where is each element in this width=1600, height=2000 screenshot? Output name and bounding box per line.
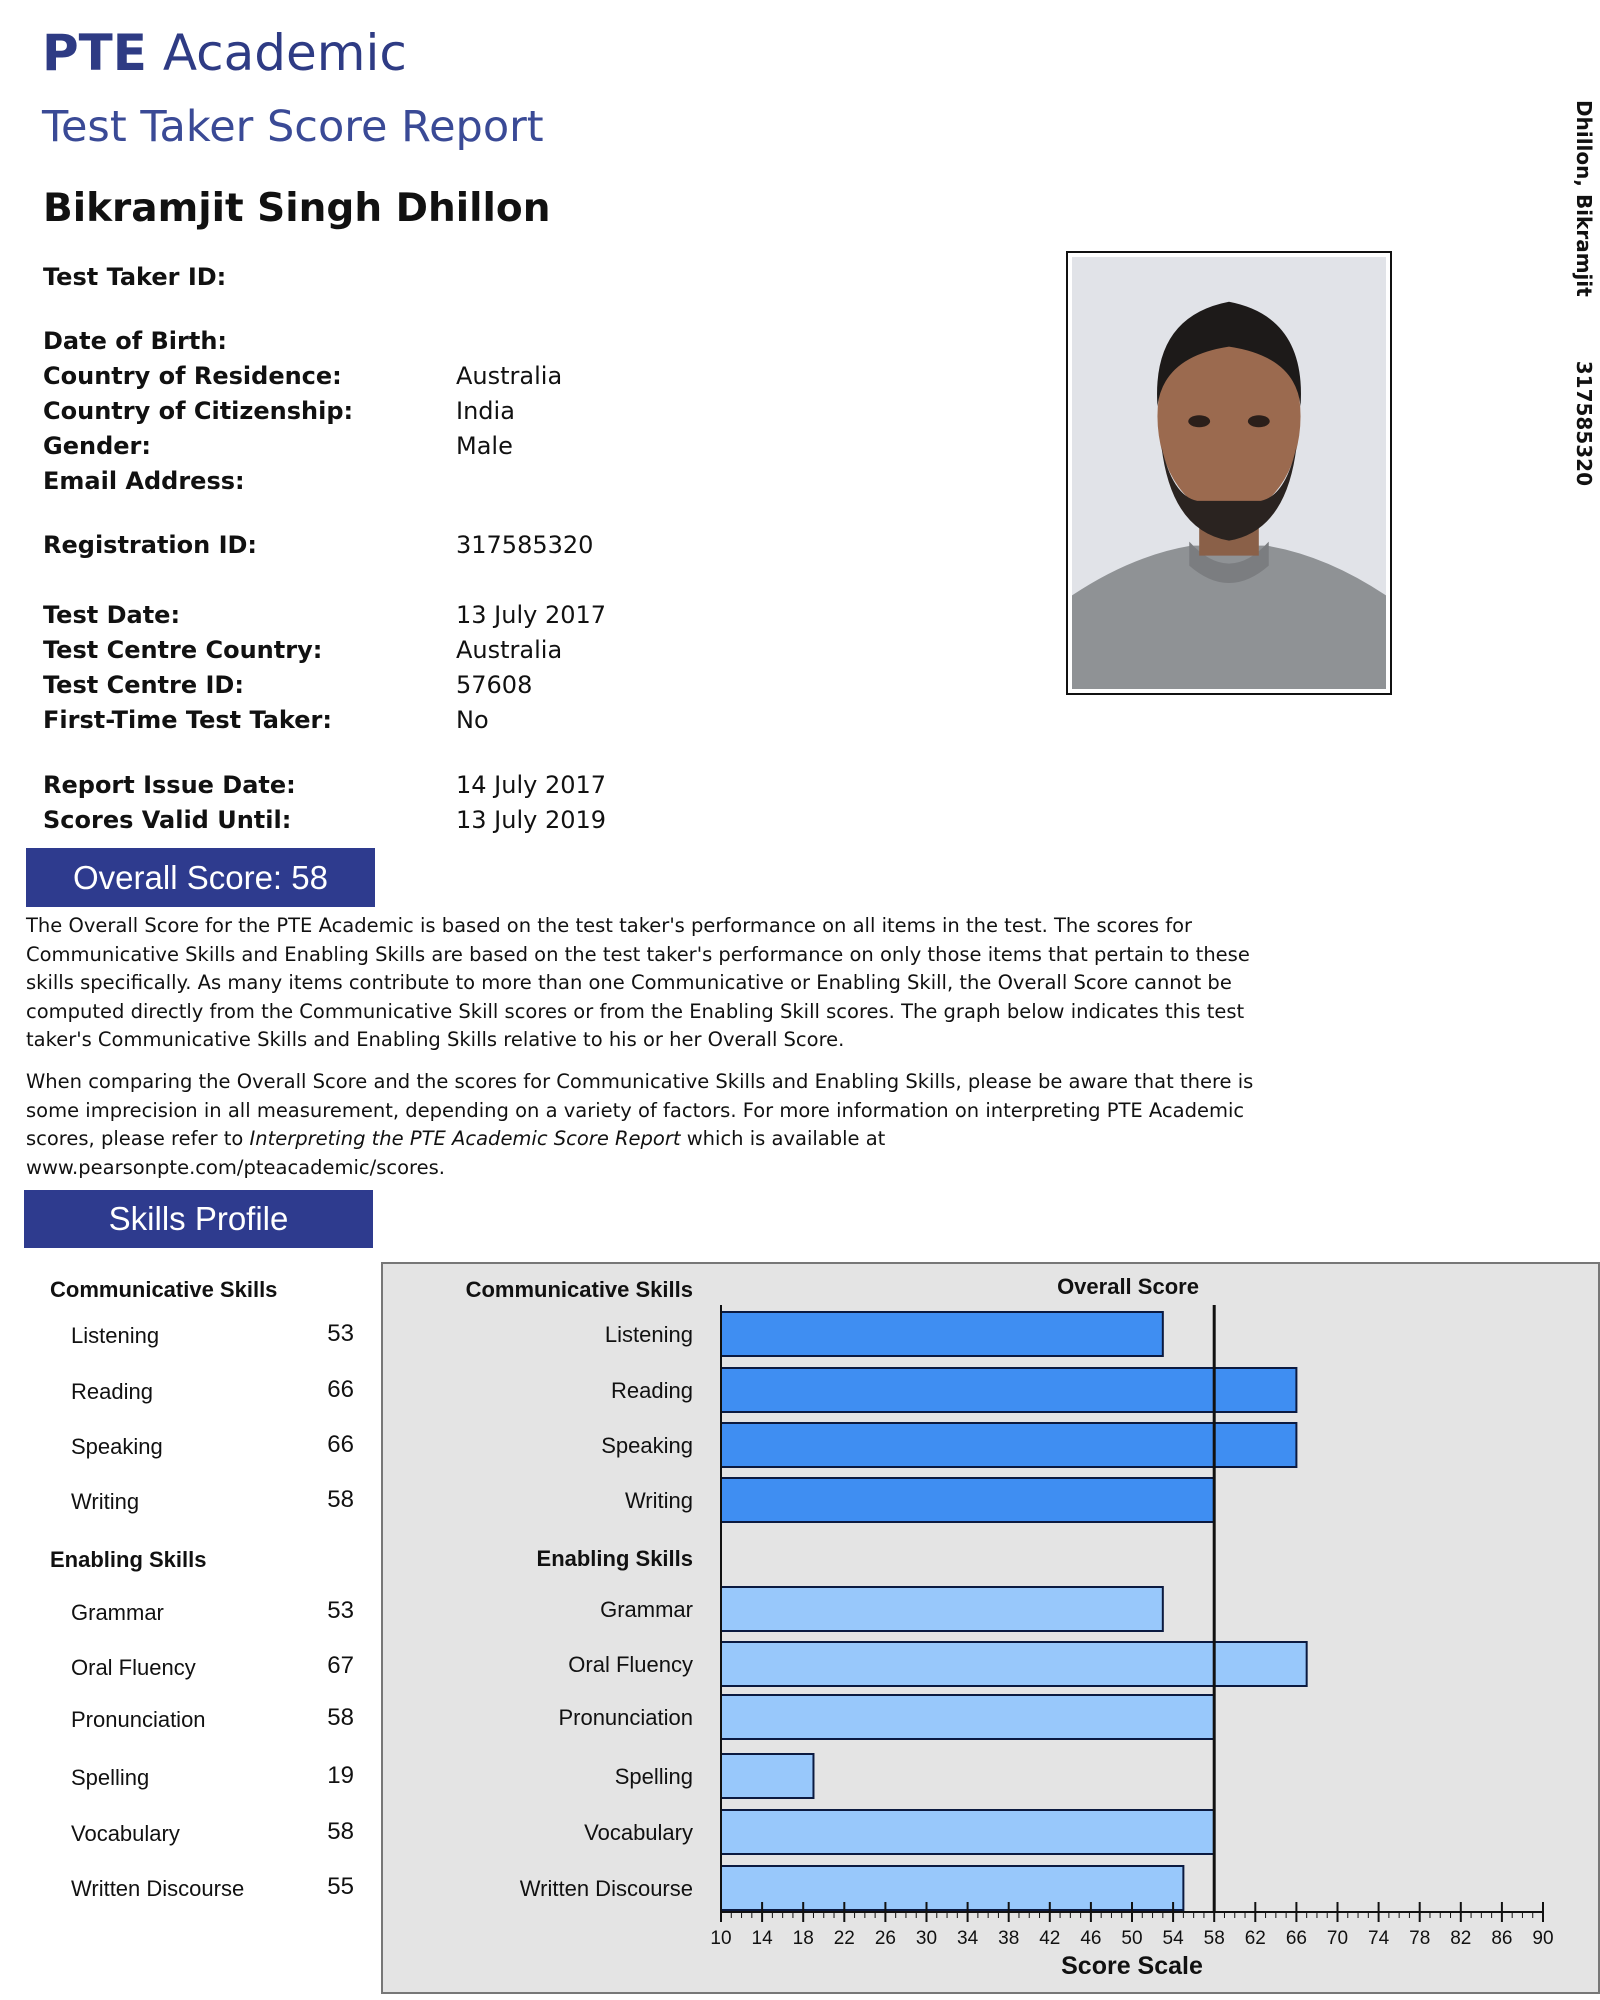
label-centre-country: Test Centre Country:	[43, 636, 323, 664]
chart-tick-label-38: 38	[998, 1928, 1020, 1949]
explanation-paragraph-1	[26, 912, 1256, 1055]
skill-name-listening: Listening	[71, 1323, 160, 1348]
skills-bar-chart	[383, 1264, 1598, 1992]
label-gender: Gender:	[43, 432, 151, 460]
skill-score-reading: 66	[327, 1376, 354, 1403]
explanation-paragraph-2	[26, 1068, 1256, 1182]
chart-bar-vocabulary	[721, 1810, 1214, 1854]
value-residence: Australia	[456, 362, 563, 390]
chart-category-label-reading: Reading	[611, 1378, 693, 1403]
chart-tick-label-86: 86	[1491, 1928, 1513, 1949]
chart-category-label-vocabulary: Vocabulary	[584, 1820, 693, 1845]
chart-tick-label-62: 62	[1244, 1928, 1266, 1949]
chart-group-heading-communicative-skills: Communicative Skills	[465, 1277, 693, 1302]
chart-tick-label-34: 34	[957, 1928, 979, 1949]
chart-tick-label-30: 30	[915, 1928, 938, 1949]
chart-tick-label-78: 78	[1409, 1928, 1431, 1949]
value-registration-id: 317585320	[456, 531, 594, 559]
skill-score-writing: 58	[327, 1486, 354, 1513]
value-test-date: 13 July 2017	[456, 601, 607, 629]
skill-name-vocabulary: Vocabulary	[71, 1821, 180, 1846]
chart-category-label-writing: Writing	[624, 1488, 693, 1513]
chart-bar-written-discourse	[721, 1866, 1183, 1910]
chart-bar-listening	[721, 1312, 1163, 1356]
chart-x-axis-title: Score Scale	[1061, 1952, 1203, 1980]
skill-name-pronunciation: Pronunciation	[71, 1707, 206, 1732]
label-test-date: Test Date:	[43, 601, 181, 629]
report-title: Test Taker Score Report	[42, 102, 544, 152]
value-centre-id: 57608	[456, 671, 533, 699]
chart-bar-writing	[721, 1478, 1214, 1522]
communicative-skills-heading: Communicative Skills	[50, 1277, 278, 1302]
side-id: 317585320	[1572, 360, 1596, 487]
skill-name-spelling: Spelling	[71, 1765, 150, 1790]
chart-tick-label-54: 54	[1162, 1928, 1184, 1949]
skill-score-vocabulary: 58	[327, 1818, 354, 1845]
chart-bar-reading	[721, 1368, 1296, 1412]
chart-overall-score-label: Overall Score	[1057, 1274, 1199, 1299]
value-gender: Male	[456, 432, 513, 460]
chart-category-label-speaking: Speaking	[601, 1433, 693, 1458]
overall-score-banner: Overall Score: 58	[26, 848, 375, 907]
skill-name-grammar: Grammar	[71, 1600, 164, 1625]
chart-tick-label-26: 26	[874, 1928, 896, 1949]
value-issue-date: 14 July 2017	[456, 771, 607, 799]
skill-name-written-discourse: Written Discourse	[71, 1876, 245, 1901]
chart-tick-label-90: 90	[1532, 1928, 1554, 1949]
brand-logo	[42, 24, 407, 82]
skill-name-speaking: Speaking	[71, 1434, 163, 1459]
chart-bar-speaking	[721, 1423, 1296, 1467]
paragraph-2-text	[26, 1068, 1256, 1182]
value-first-time: No	[456, 706, 489, 734]
skill-score-pronunciation: 58	[327, 1704, 354, 1731]
chart-bar-oral-fluency	[721, 1642, 1307, 1686]
chart-tick-label-10: 10	[710, 1928, 732, 1949]
brand-light: Academic	[162, 24, 407, 82]
test-taker-photo	[1066, 251, 1392, 695]
chart-bar-spelling	[721, 1754, 813, 1798]
label-dob: Date of Birth:	[43, 327, 228, 355]
skill-name-oral-fluency: Oral Fluency	[71, 1655, 196, 1680]
chart-category-label-pronunciation: Pronunciation	[558, 1705, 693, 1730]
chart-category-label-written-discourse: Written Discourse	[519, 1876, 693, 1901]
label-citizenship: Country of Citizenship:	[43, 397, 354, 425]
skill-score-spelling: 19	[327, 1762, 354, 1789]
label-email: Email Address:	[43, 467, 245, 495]
chart-tick-label-22: 22	[833, 1928, 855, 1949]
side-vertical-label	[1572, 100, 1596, 486]
paragraph-2-end: which is available at www.pearsonpte.com/pteacademic/scores.	[26, 1127, 886, 1179]
skill-name-writing: Writing	[71, 1489, 140, 1514]
value-valid-until: 13 July 2019	[456, 806, 607, 834]
photo-placeholder	[1072, 257, 1386, 689]
label-residence: Country of Residence:	[43, 362, 342, 390]
skill-score-written-discourse: 55	[327, 1873, 354, 1900]
chart-tick-label-58: 58	[1203, 1928, 1225, 1949]
chart-category-label-oral-fluency: Oral Fluency	[568, 1652, 693, 1677]
chart-tick-label-18: 18	[792, 1928, 814, 1949]
skill-score-speaking: 66	[327, 1431, 354, 1458]
chart-tick-label-74: 74	[1368, 1928, 1390, 1949]
chart-category-label-listening: Listening	[604, 1322, 693, 1347]
paragraph-2-start: When comparing the Overall Score and the scores for Communicative Skills and Enabling Skills, please be aware that there is some imprecision in all measurement, depending on a variety of factors. For more information on interpreting PTE Academic scores, please refer to	[26, 1070, 1254, 1150]
brand-bold: PTE	[42, 24, 147, 82]
skill-name-reading: Reading	[71, 1379, 153, 1404]
enabling-skills-heading: Enabling Skills	[50, 1547, 207, 1572]
paragraph-2-italic: Interpreting the PTE Academic Score Report	[249, 1127, 681, 1150]
label-valid-until: Scores Valid Until:	[43, 806, 292, 834]
chart-tick-label-66: 66	[1285, 1928, 1307, 1949]
skills-chart-panel	[381, 1262, 1600, 1994]
chart-tick-label-70: 70	[1326, 1928, 1349, 1949]
label-centre-id: Test Centre ID:	[43, 671, 244, 699]
value-centre-country: Australia	[456, 636, 563, 664]
label-test-taker-id: Test Taker ID:	[43, 263, 227, 291]
test-taker-name: Bikramjit Singh Dhillon	[43, 186, 551, 231]
label-first-time: First-Time Test Taker:	[43, 706, 332, 734]
chart-tick-label-82: 82	[1450, 1928, 1472, 1949]
chart-tick-label-42: 42	[1039, 1928, 1061, 1949]
chart-bar-grammar	[721, 1587, 1163, 1631]
value-citizenship: India	[456, 397, 515, 425]
skill-score-grammar: 53	[327, 1597, 354, 1624]
side-name: Dhillon, Bikramjit	[1572, 100, 1596, 297]
label-registration-id: Registration ID:	[43, 531, 258, 559]
chart-category-label-spelling: Spelling	[614, 1764, 693, 1789]
paragraph-1-text: The Overall Score for the PTE Academic is based on the test taker's performance on all items in the test. The scores for Communicative Skills and Enabling Skills are based on the test taker's performance on only those items that pertain to these skills specifically. As many items contribute to more than one Communicative or Enabling Skill, the Overall Score cannot be computed directly from the Communicative Skill scores or from the Enabling Skill scores. The graph below indicates this test taker's Communicative Skills and Enabling Skills relative to his or her Overall Score.	[26, 914, 1250, 1051]
chart-category-label-grammar: Grammar	[600, 1597, 693, 1622]
skill-score-listening: 53	[327, 1320, 354, 1347]
skill-score-oral-fluency: 67	[327, 1652, 354, 1679]
label-issue-date: Report Issue Date:	[43, 771, 296, 799]
chart-tick-label-14: 14	[751, 1928, 773, 1949]
chart-bar-pronunciation	[721, 1695, 1214, 1739]
chart-group-heading-enabling-skills: Enabling Skills	[536, 1546, 693, 1571]
skills-profile-banner: Skills Profile	[24, 1190, 373, 1248]
chart-tick-label-46: 46	[1080, 1928, 1102, 1949]
chart-tick-label-50: 50	[1121, 1928, 1143, 1949]
portrait-silhouette-icon	[1072, 257, 1386, 689]
